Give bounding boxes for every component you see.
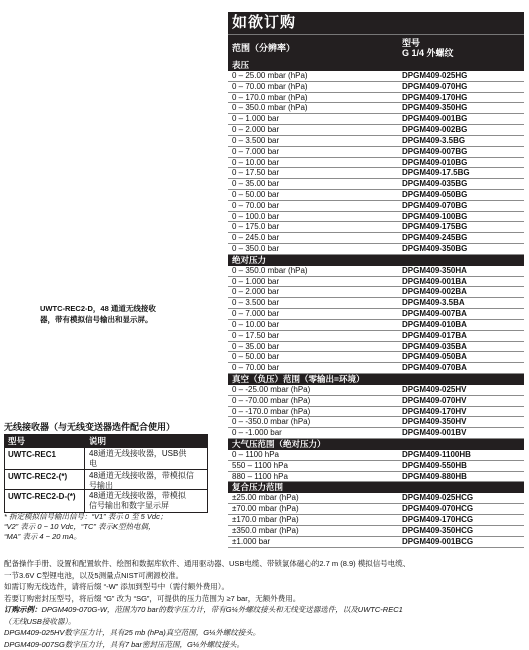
model-cell: DPGM409-050BG [400, 190, 524, 200]
receiver-desc-line: 号输出 [89, 481, 207, 491]
receiver-notes [4, 512, 167, 542]
range-cell: 0 – 170.0 mbar (hPa) [228, 93, 400, 103]
table-row [228, 504, 524, 515]
table-row [228, 352, 524, 363]
model-cell: DPGM409-070HG [400, 82, 524, 92]
table-row [228, 147, 524, 158]
table-row [228, 331, 524, 342]
range-cell: 0 – 3.500 bar [228, 298, 400, 308]
range-cell: 0 – 350.0 bar [228, 244, 400, 254]
range-cell: 0 – 17.50 bar [228, 168, 400, 178]
model-cell: DPGM409-050BA [400, 352, 524, 362]
header-model-thread: G 1/4 外螺纹 [402, 48, 524, 58]
range-cell: 0 – -1.000 bar [228, 428, 400, 438]
model-cell: DPGM409-001BCG [400, 537, 524, 547]
table-row [228, 125, 524, 136]
receiver-header [5, 435, 207, 447]
model-cell: DPGM409-350BG [400, 244, 524, 254]
table-row [228, 537, 524, 548]
table-row [228, 461, 524, 472]
range-cell: 0 – 1.000 bar [228, 277, 400, 287]
range-cell: 0 – 10.00 bar [228, 158, 400, 168]
caption-line: UWTC-REC2-D，48 通道无线接收 [40, 303, 200, 314]
header-model-label: 型号 [402, 38, 524, 48]
receiver-table [4, 434, 208, 513]
receiver-header-desc: 说明 [85, 435, 207, 447]
range-cell: 0 – 10.00 bar [228, 320, 400, 330]
range-cell: 0 – 50.00 bar [228, 190, 400, 200]
table-row [228, 71, 524, 82]
model-cell: DPGM409-175BG [400, 222, 524, 232]
model-cell: DPGM409-245BG [400, 233, 524, 243]
order-example-label: 订购示例： [4, 605, 42, 614]
model-cell: DPGM409-350HV [400, 417, 524, 427]
section-header: 绝对压力 [228, 255, 524, 266]
table-row [228, 82, 524, 93]
range-cell: 0 – 25.00 mbar (hPa) [228, 71, 400, 81]
range-cell: 880 – 1100 hPa [228, 472, 400, 482]
range-cell: ±350.0 mbar (hPa) [228, 526, 400, 536]
range-cell: 0 – 7.000 bar [228, 309, 400, 319]
range-cell: 0 – -350.0 mbar (hPa) [228, 417, 400, 427]
footer-notes [4, 558, 526, 650]
table-row [228, 266, 524, 277]
table-row [228, 103, 524, 114]
range-cell: 0 – 3.500 bar [228, 136, 400, 146]
section-header: 表压 [228, 60, 524, 71]
receiver-note: “MA” 表示 4 ~ 20 mA。 [4, 532, 167, 542]
receiver-desc [85, 470, 207, 489]
range-cell: ±1.000 bar [228, 537, 400, 547]
model-cell: DPGM409-100BG [400, 212, 524, 222]
header-model [400, 35, 524, 60]
model-cell: DPGM409-002BG [400, 125, 524, 135]
model-cell: DPGM409-035BA [400, 342, 524, 352]
receiver-desc [85, 490, 207, 512]
range-cell: 0 – 2.000 bar [228, 287, 400, 297]
table-row [228, 493, 524, 504]
receiver-header-model: 型号 [5, 435, 85, 447]
range-cell: 0 – 350.0 mbar (hPa) [228, 266, 400, 276]
receiver-desc [85, 448, 207, 469]
table-row [228, 277, 524, 288]
range-cell: ±170.0 mbar (hPa) [228, 515, 400, 525]
model-cell: DPGM409-1100HB [400, 450, 524, 460]
table-row [228, 287, 524, 298]
model-cell: DPGM409-001BG [400, 114, 524, 124]
table-row [228, 472, 524, 483]
table-row [228, 526, 524, 537]
receiver-row [5, 489, 207, 512]
receiver-title: 无线接收器（与无线变送器选件配合使用） [4, 420, 175, 433]
footer-line: 若要订购密封压型号，将后缀 “G” 改为 “SG”，可提供的压力范围为 ≥7 bar，无额外费用。 [4, 593, 526, 605]
table-row [228, 298, 524, 309]
ordering-table [228, 12, 524, 548]
model-cell: DPGM409-025HV [400, 385, 524, 395]
model-cell: DPGM409-3.5BG [400, 136, 524, 146]
table-row [228, 212, 524, 223]
receiver-desc-line: 48通道无线接收器，USB供 [89, 449, 207, 459]
receiver-desc-line: 信号输出和数字显示屏 [89, 501, 207, 511]
range-cell: ±25.00 mbar (hPa) [228, 493, 400, 503]
range-cell: 0 – 70.00 mbar (hPa) [228, 82, 400, 92]
receiver-model: UWTC-REC2-D-(*) [5, 490, 85, 512]
range-cell: 0 – 1.000 bar [228, 114, 400, 124]
table-row [228, 385, 524, 396]
receiver-model: UWTC-REC2-(*) [5, 470, 85, 489]
range-cell: 0 – 17.50 bar [228, 331, 400, 341]
table-row [228, 233, 524, 244]
caption-line: 器，带有模拟信号输出和显示屏。 [40, 314, 200, 325]
table-row [228, 158, 524, 169]
model-cell: DPGM409-350HA [400, 266, 524, 276]
table-row [228, 309, 524, 320]
model-cell: DPGM409-070BA [400, 363, 524, 373]
model-cell: DPGM409-3.5BA [400, 298, 524, 308]
range-cell: 0 – 70.00 bar [228, 363, 400, 373]
footer-line: 一节3.6V C型锂电池，以及5测量点NIST可溯源校准。 [4, 570, 526, 582]
model-cell: DPGM409-170HCG [400, 515, 524, 525]
table-row [228, 396, 524, 407]
section-header: 复合压力范围 [228, 482, 524, 493]
receiver-note: * 指定模拟信号输出信号：“V1” 表示 0 至 5 Vdc； [4, 512, 167, 522]
model-cell: DPGM409-070HCG [400, 504, 524, 514]
order-example-cont: （无线USB接收器）。 [4, 616, 526, 628]
model-cell: DPGM409-070BG [400, 201, 524, 211]
ordering-title: 如欲订购 [228, 12, 524, 34]
model-cell: DPGM409-017BA [400, 331, 524, 341]
table-row [228, 190, 524, 201]
model-cell: DPGM409-070HV [400, 396, 524, 406]
table-row [228, 515, 524, 526]
model-cell: DPGM409-025HG [400, 71, 524, 81]
range-cell: 0 – -70.00 mbar (hPa) [228, 396, 400, 406]
table-row [228, 450, 524, 461]
receiver-model: UWTC-REC1 [5, 448, 85, 469]
table-row [228, 407, 524, 418]
header-range: 范围（分辨率） [228, 35, 400, 60]
footer-line: 配备操作手册、设置和配置软件、绘图和数据库软件、通用驱动器、USB电缆、带锁氯体磁心的2.7 m (8.9) 模拟信号电缆、 [4, 558, 526, 570]
receiver-row [5, 447, 207, 469]
range-cell: 550 – 1100 hPa [228, 461, 400, 471]
order-example-3: DPGM409-007SG数字压力计，具有7 bar密封压范围，G¼外螺纹接头。 [4, 639, 526, 650]
table-row [228, 93, 524, 104]
ordering-header [228, 34, 524, 60]
range-cell: 0 – -170.0 mbar (hPa) [228, 407, 400, 417]
table-row [228, 179, 524, 190]
section-header: 大气压范围（绝对压力） [228, 439, 524, 450]
range-cell: 0 – 100.0 bar [228, 212, 400, 222]
model-cell: DPGM409-880HB [400, 472, 524, 482]
table-row [228, 428, 524, 439]
receiver-desc-line: 48通道无线接收器，带模拟信 [89, 471, 207, 481]
model-cell: DPGM409-010BA [400, 320, 524, 330]
range-cell: 0 – 35.00 bar [228, 179, 400, 189]
range-cell: ±70.00 mbar (hPa) [228, 504, 400, 514]
range-cell: 0 – 245.0 bar [228, 233, 400, 243]
table-row [228, 114, 524, 125]
order-example-text: DPGM409-070G-W，范围为70 bar的数字压力计，带有G¼外螺纹接头和无线变送器选件，以及UWTC-REC1 [42, 605, 403, 614]
table-row [228, 244, 524, 255]
range-cell: 0 – 70.00 bar [228, 201, 400, 211]
model-cell: DPGM409-007BA [400, 309, 524, 319]
model-cell: DPGM409-010BG [400, 158, 524, 168]
model-cell: DPGM409-17.5BG [400, 168, 524, 178]
model-cell: DPGM409-170HV [400, 407, 524, 417]
range-cell: 0 – -25.00 mbar (hPa) [228, 385, 400, 395]
model-cell: DPGM409-002BA [400, 287, 524, 297]
range-cell: 0 – 350.0 mbar (hPa) [228, 103, 400, 113]
section-header: 真空（负压）范围（零输出=环境） [228, 374, 524, 385]
receiver-row [5, 469, 207, 489]
table-row [228, 363, 524, 374]
receiver-desc-line: 电 [89, 459, 207, 469]
range-cell: 0 – 175.0 bar [228, 222, 400, 232]
range-cell: 0 – 50.00 bar [228, 352, 400, 362]
model-cell: DPGM409-170HG [400, 93, 524, 103]
model-cell: DPGM409-001BA [400, 277, 524, 287]
receiver-image-caption [40, 303, 200, 325]
order-example [4, 604, 526, 616]
range-cell: 0 – 1100 hPa [228, 450, 400, 460]
receiver-note: “V2” 表示 0 ~ 10 Vdc，“TC” 表示K型热电偶， [4, 522, 167, 532]
table-row [228, 320, 524, 331]
footer-line: 如需订购无线选件，请将后缀 “-W” 添加到型号中（需付额外费用）。 [4, 581, 526, 593]
receiver-desc-line: 48通道无线接收器，带模拟 [89, 491, 207, 501]
model-cell: DPGM409-001BV [400, 428, 524, 438]
model-cell: DPGM409-035BG [400, 179, 524, 189]
ordering-body [228, 60, 524, 548]
model-cell: DPGM409-025HCG [400, 493, 524, 503]
model-cell: DPGM409-350HCG [400, 526, 524, 536]
range-cell: 0 – 7.000 bar [228, 147, 400, 157]
range-cell: 0 – 35.00 bar [228, 342, 400, 352]
table-row [228, 417, 524, 428]
table-row [228, 222, 524, 233]
range-cell: 0 – 2.000 bar [228, 125, 400, 135]
model-cell: DPGM409-550HB [400, 461, 524, 471]
model-cell: DPGM409-350HG [400, 103, 524, 113]
table-row [228, 342, 524, 353]
order-example-2: DPGM409-025HV数字压力计，具有25 mb (hPa)真空范围，G¼外螺纹接头。 [4, 627, 526, 639]
table-row [228, 136, 524, 147]
model-cell: DPGM409-007BG [400, 147, 524, 157]
table-row [228, 168, 524, 179]
table-row [228, 201, 524, 212]
